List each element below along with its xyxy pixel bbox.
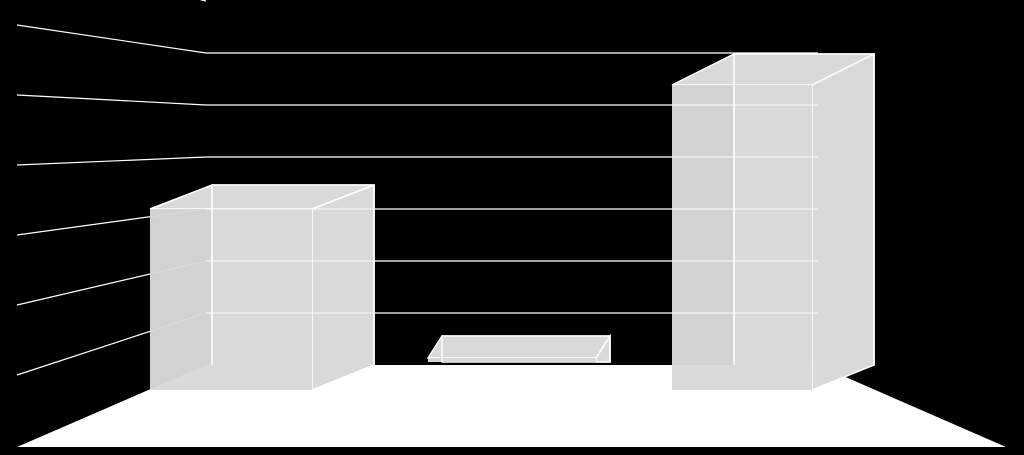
side-gridline [17,95,206,105]
side-gridline [17,157,206,165]
bar-side-face [812,54,874,390]
bar [672,85,812,390]
side-gridline [17,25,206,53]
bar [428,358,596,362]
bar-top-face [428,336,610,358]
bar-side-face [312,185,374,390]
side-gridline [17,0,206,1]
bar [150,209,312,390]
